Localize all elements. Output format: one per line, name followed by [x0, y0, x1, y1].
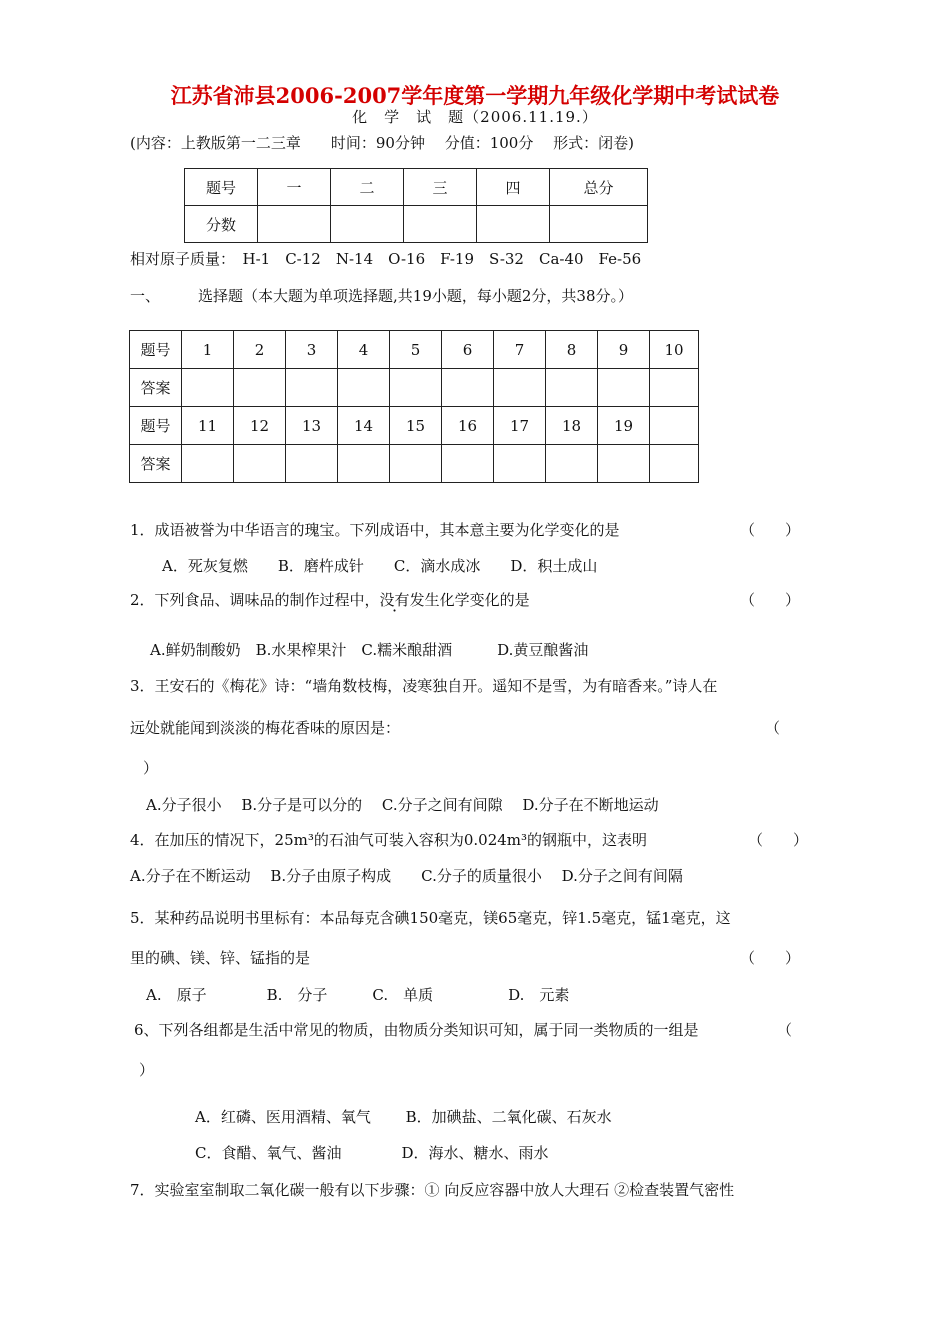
answer-cell — [546, 369, 598, 407]
question-6: 6、下列各组都是生活中常见的物质，由物质分类知识可知，属于同一类物质的一组是 — [134, 1021, 699, 1039]
question-3-options: A.分子很小 B.分子是可以分的 C.分子之间有间隙 D.分子在不断地运动 — [146, 796, 659, 814]
score-cell — [258, 206, 331, 243]
question-number-cell: 19 — [598, 407, 650, 445]
answer-table-row — [130, 369, 699, 407]
answer-table-row — [130, 407, 699, 445]
answer-table-row — [130, 445, 699, 483]
question-number-cell: 11 — [182, 407, 234, 445]
answer-cell — [234, 369, 286, 407]
score-header-cell: 三 — [404, 169, 477, 206]
question-number-cell: 15 — [390, 407, 442, 445]
question-number-cell: 1 — [182, 331, 234, 369]
score-table — [184, 168, 648, 243]
score-label-cell: 分数 — [185, 206, 258, 243]
answer-bracket-open: （ — [777, 1021, 793, 1039]
answer-row-label: 答案 — [130, 445, 182, 483]
emphasis-text — [380, 589, 410, 610]
question-number-cell: 3 — [286, 331, 338, 369]
answer-cell — [650, 369, 699, 407]
score-cell — [550, 206, 648, 243]
question-number-cell: 12 — [234, 407, 286, 445]
question-4-options: A.分子在不断运动 B.分子由原子构成 C.分子的质量很小 D.分子之间有间隔 — [130, 867, 683, 885]
answer-bracket: （ ） — [740, 521, 801, 539]
answer-row-label: 答案 — [130, 369, 182, 407]
question-number-cell: 7 — [494, 331, 546, 369]
answer-cell — [390, 445, 442, 483]
answer-cell — [546, 445, 598, 483]
answer-cell — [390, 369, 442, 407]
answer-cell — [442, 369, 494, 407]
answer-table — [129, 330, 699, 483]
answer-bracket-close: ） — [139, 1061, 155, 1079]
answer-bracket-close: ） — [143, 759, 159, 777]
answer-cell — [598, 369, 650, 407]
score-cell — [331, 206, 404, 243]
exam-title: 江苏省沛县2006-2007学年度第一学期九年级化学期中考试试卷 — [170, 83, 780, 108]
score-header-cell: 二 — [331, 169, 404, 206]
question-2-options: A.鲜奶制酸奶 B.水果榨果汁 C.糯米酿甜酒 D.黄豆酿酱油 — [150, 641, 589, 659]
answer-bracket-open: （ — [765, 719, 781, 737]
question-5-line-2: 里的碘、镁、锌、锰指的是 — [130, 949, 311, 967]
question-number-cell: 14 — [338, 407, 390, 445]
question-3-line-1: 3．王安石的《梅花》诗：“墙角数枝梅，凌寒独自开。遥知不是雪，为有暗香来。”诗人在 — [130, 677, 718, 695]
question-6-options-1: A．红磷、医用酒精、氧气 B．加碘盐、二氧化碳、石灰水 — [195, 1108, 612, 1126]
answer-cell — [338, 445, 390, 483]
question-2 — [130, 589, 530, 610]
question-number-cell: 16 — [442, 407, 494, 445]
question-5-options: A. 原子 B. 分子 C. 单质 D. 元素 — [146, 986, 570, 1004]
question-number-cell: 4 — [338, 331, 390, 369]
answer-table-row — [130, 331, 699, 369]
score-table-row — [185, 169, 648, 206]
answer-cell — [338, 369, 390, 407]
answer-bracket: （ ） — [740, 949, 801, 967]
question-number-cell: 10 — [650, 331, 699, 369]
score-table-row — [185, 206, 648, 243]
question-number-cell: 8 — [546, 331, 598, 369]
answer-bracket: （ ） — [740, 591, 801, 609]
question-number-cell: 17 — [494, 407, 546, 445]
question-3-line-2: 远处就能闻到淡淡的梅花香味的原因是： — [130, 719, 401, 737]
score-cell — [477, 206, 550, 243]
question-2-emphasis: 没有 — [379, 591, 410, 609]
answer-cell — [494, 369, 546, 407]
answer-cell — [286, 369, 338, 407]
answer-cell — [182, 445, 234, 483]
question-number-cell: 18 — [546, 407, 598, 445]
question-7: 7．实验室室制取二氧化碳一般有以下步骤：① 向反应容器中放人大理石 ②检查装置气密性 — [130, 1181, 735, 1199]
question-5-line-1: 5．某种药品说明书里标有：本品每克含碘150毫克，镁65毫克，锌1.5毫克，锰1毫克，这 — [130, 909, 731, 927]
answer-cell — [494, 445, 546, 483]
section-heading: 选择题（本大题为单项选择题,共19小题，每小题2分，共38分。） — [198, 287, 633, 305]
question-number-cell: 2 — [234, 331, 286, 369]
answer-row-label: 题号 — [130, 407, 182, 445]
exam-info: (内容：上教版第一二三章 时间：90分钟 分值：100分 形式：闭卷) — [130, 134, 634, 152]
question-2-text-c: 发生化学变化的是 — [409, 591, 530, 609]
question-number-cell: 5 — [390, 331, 442, 369]
question-number-cell: 9 — [598, 331, 650, 369]
question-6-options-2: C．食醋、氧气、酱油 D．海水、糖水、雨水 — [195, 1144, 549, 1162]
answer-cell — [442, 445, 494, 483]
answer-cell — [182, 369, 234, 407]
answer-bracket: （ ） — [748, 831, 809, 849]
question-1-options: A．死灰复燃 B．磨杵成针 C．滴水成冰 D．积土成山 — [162, 557, 598, 575]
question-number-cell — [650, 407, 699, 445]
section-number: 一、 — [130, 287, 161, 305]
score-header-cell: 一 — [258, 169, 331, 206]
answer-cell — [234, 445, 286, 483]
question-number-cell: 6 — [442, 331, 494, 369]
answer-cell — [286, 445, 338, 483]
answer-row-label: 题号 — [130, 331, 182, 369]
atomic-masses: 相对原子质量： H-1 C-12 N-14 O-16 F-19 S-32 Ca-40 Fe-56 — [130, 250, 642, 268]
score-header-cell: 总分 — [550, 169, 648, 206]
question-1: 1．成语被誉为中华语言的瑰宝。下列成语中，其本意主要为化学变化的是 — [130, 521, 620, 539]
answer-cell — [598, 445, 650, 483]
answer-cell — [650, 445, 699, 483]
question-number-cell: 13 — [286, 407, 338, 445]
score-cell — [404, 206, 477, 243]
score-header-cell: 题号 — [185, 169, 258, 206]
question-2-text-a: 2．下列食品、调味品的制作过程中， — [130, 591, 380, 609]
score-header-cell: 四 — [477, 169, 550, 206]
question-4: 4．在加压的情况下，25m³的石油气可装入容积为0.024m³的钢瓶中，这表明 — [130, 831, 648, 849]
exam-subtitle: 化 学 试 题（2006.11.19.） — [352, 108, 598, 126]
